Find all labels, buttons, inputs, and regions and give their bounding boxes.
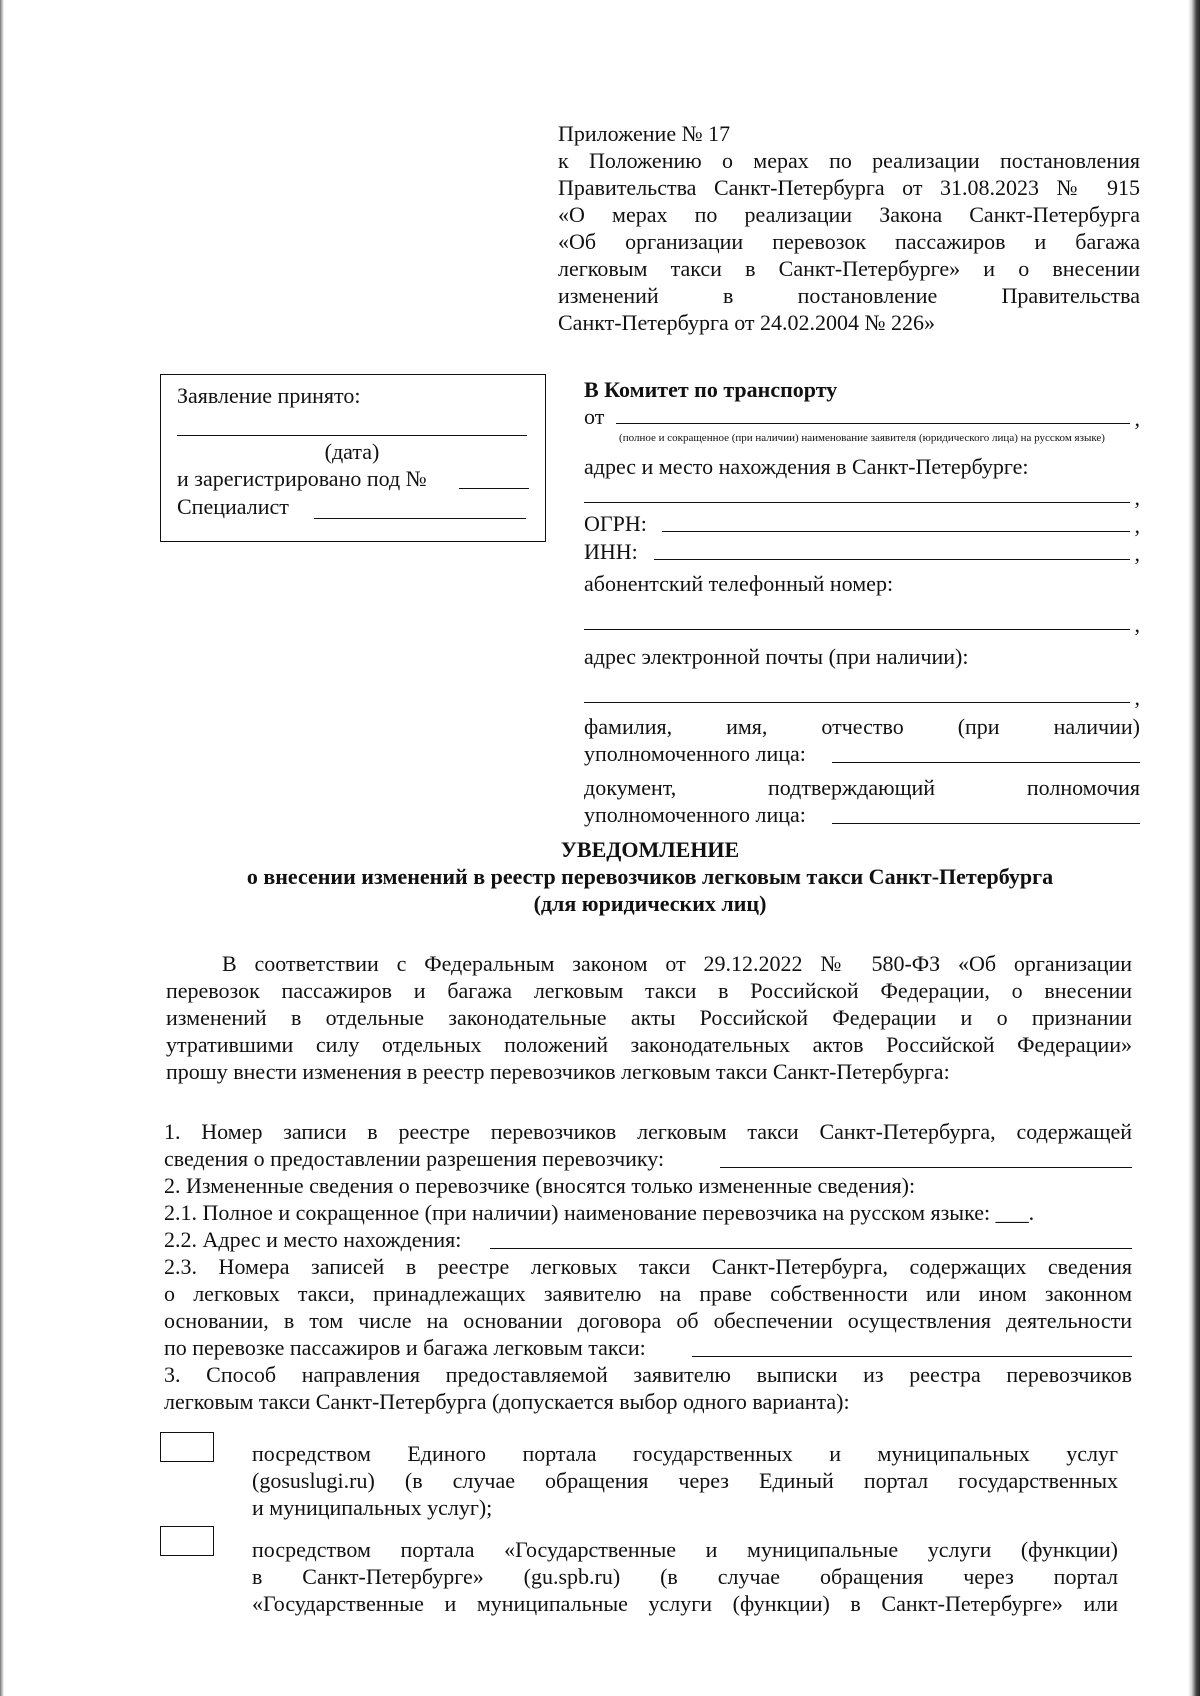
option-line: в Санкт-Петербурге» (gu.spb.ru) (в случае обращения через портал (252, 1564, 1118, 1589)
item-1-line-1: 1. Номер записи в реестре перевозчиков легковым такси Санкт-Петербурга, содержащей (164, 1119, 1132, 1144)
comma: , (1134, 513, 1140, 538)
doc-label-2: уполномоченного лица: (584, 802, 806, 827)
intro-line: изменений в отдельные законодательные акты Российской Федерации и о признании (166, 1005, 1132, 1030)
item-2: 2. Измененные сведения о перевозчике (вносятся только измененные сведения): (164, 1173, 916, 1198)
registered-label: и зарегистрировано под № (177, 466, 427, 491)
doc-line (832, 823, 1140, 824)
option-line: посредством портала «Государственные и муниципальные услуги (функции) (252, 1537, 1118, 1562)
fio-row (584, 740, 1140, 768)
appendix-line: Правительства Санкт-Петербурга от 31.08.2023 № 915 (558, 175, 1140, 200)
appendix-line-last: Санкт-Петербурга от 24.02.2004 № 226» (558, 310, 936, 335)
notice-title: УВЕДОМЛЕНИЕ (560, 837, 740, 862)
doc-row (584, 801, 1140, 829)
option-line: (gosuslugi.ru) (в случае обращения через Единый портал государственных (252, 1468, 1118, 1493)
fio-line (832, 762, 1140, 763)
option-line-last: и муниципальных услуг); (252, 1495, 493, 1520)
comma: , (1134, 541, 1140, 566)
item-1-line-2: сведения о предоставлении разрешения перевозчику: (164, 1146, 665, 1171)
item-3-line-1: 3. Способ направления предоставляемой заявителю выписки из реестра перевозчиков (164, 1362, 1132, 1387)
appendix-line: «О мерах по реализации Закона Санкт-Петербурга (558, 202, 1140, 227)
appendix-line: «Об организации перевозок пассажиров и багажа (558, 229, 1140, 254)
ogrn-label: ОГРН: (584, 511, 647, 536)
from-label: от (584, 404, 605, 429)
from-row (584, 403, 1140, 430)
address-line-row (584, 480, 1140, 510)
record-number-line (720, 1167, 1132, 1168)
item-2-2-row (164, 1226, 1132, 1253)
notice-subtitle: о внесении изменений в реестр перевозчиков легковым такси Санкт-Петербурга (246, 864, 1054, 889)
item-2-1: 2.1. Полное и сокращенное (при наличии) наименование перевозчика на русском языке: ___. (164, 1200, 1035, 1225)
item-2-3-line: основании, в том числе на основании договора об обеспечении осуществления деятельности (164, 1308, 1132, 1333)
item-2-3-line: 2.3. Номера записей в реестре легковых такси Санкт-Петербурга, содержащих сведения (164, 1254, 1132, 1279)
items-block (164, 1118, 1132, 1415)
option-gosuslugi-text (252, 1440, 1118, 1521)
doc-label: документ, подтверждающий полномочия (584, 775, 1140, 800)
item-2-2: 2.2. Адрес и место нахождения: (164, 1227, 462, 1252)
item-3-line-2: легковым такси Санкт-Петербурга (допускается выбор одного варианта): (164, 1389, 850, 1414)
phone-line (584, 629, 1130, 630)
email-line-row (584, 670, 1140, 710)
taxi-records-line (692, 1356, 1132, 1357)
fio-label-2: уполномоченного лица: (584, 741, 806, 766)
item-1-row (164, 1145, 1132, 1172)
phone-line-row (584, 597, 1140, 637)
address-change-line (490, 1248, 1132, 1249)
fio-label: фамилия, имя, отчество (при наличии) (584, 714, 1140, 739)
email-label: адрес электронной почты (при наличии): (584, 644, 969, 669)
addressee-title: В Комитет по транспорту (584, 377, 838, 402)
address-line (584, 502, 1130, 503)
inn-label: ИНН: (584, 539, 638, 564)
intro-line: утратившими силу отдельных положений законодательных актов Российской Федерации» (166, 1032, 1132, 1057)
item-2-3-last: по перевозке пассажиров и багажа легковым такси: (164, 1335, 646, 1360)
inn-row (584, 538, 1140, 566)
option-gu-spb-text (252, 1536, 1118, 1617)
ogrn-line (662, 531, 1130, 532)
item-2-3-last-row (164, 1334, 1132, 1361)
inn-line (654, 559, 1130, 560)
specialist-line (314, 518, 526, 519)
intro-line: В соответствии с Федеральным законом от 29.12.2022 № 580-ФЗ «Об организации (222, 951, 1132, 976)
accepted-label: Заявление принято: (177, 383, 361, 408)
registration-box (160, 374, 546, 542)
option-line: посредством Единого портала государственных и муниципальных услуг (252, 1441, 1118, 1466)
appendix-number: Приложение № 17 (558, 121, 731, 146)
reg-number-line (459, 488, 529, 489)
notice-title-block (160, 836, 1140, 917)
item-2-3-line: о легковых такси, принадлежащих заявителю на праве собственности или ином законном (164, 1281, 1132, 1306)
scan-edge-right (1188, 0, 1200, 1696)
address-label: адрес и место нахождения в Санкт-Петербурге: (584, 454, 1029, 479)
intro-line-last: прошу внести изменения в реестр перевозчиков легковым такси Санкт-Петербурга: (166, 1059, 950, 1084)
comma: , (1134, 685, 1140, 710)
option-line: «Государственные и муниципальные услуги (функции) в Санкт-Петербурге» или (252, 1591, 1118, 1616)
option-gosuslugi-checkbox[interactable] (160, 1432, 214, 1462)
email-line (584, 702, 1130, 703)
appendix-line: изменений в постановление Правительства (558, 283, 1140, 308)
ogrn-row (584, 510, 1140, 538)
intro-line: перевозок пассажиров и багажа легковым такси в Российской Федерации, о внесении (166, 978, 1132, 1003)
comma: , (1134, 406, 1140, 431)
notice-subtitle-2: (для юридических лиц) (533, 891, 767, 916)
from-line (616, 423, 1130, 424)
appendix-block (558, 120, 1140, 336)
appendix-line: к Положению о мерах по реализации постановления (558, 148, 1140, 173)
appendix-line: легковым такси в Санкт-Петербурге» и о внесении (558, 256, 1140, 281)
date-label: (дата) (324, 439, 380, 464)
intro-paragraph (166, 950, 1132, 1085)
specialist-label: Специалист (177, 494, 289, 519)
addressee-block (584, 376, 1140, 829)
phone-label: абонентский телефонный номер: (584, 571, 894, 596)
date-line (177, 435, 527, 436)
comma: , (1134, 612, 1140, 637)
comma: , (1134, 485, 1140, 510)
scan-edge-left (0, 0, 4, 1696)
from-hint: (полное и сокращенное (при наличии) наименование заявителя (юридического лица) на русском языке) (619, 432, 1105, 444)
option-gu-spb-checkbox[interactable] (160, 1526, 214, 1556)
